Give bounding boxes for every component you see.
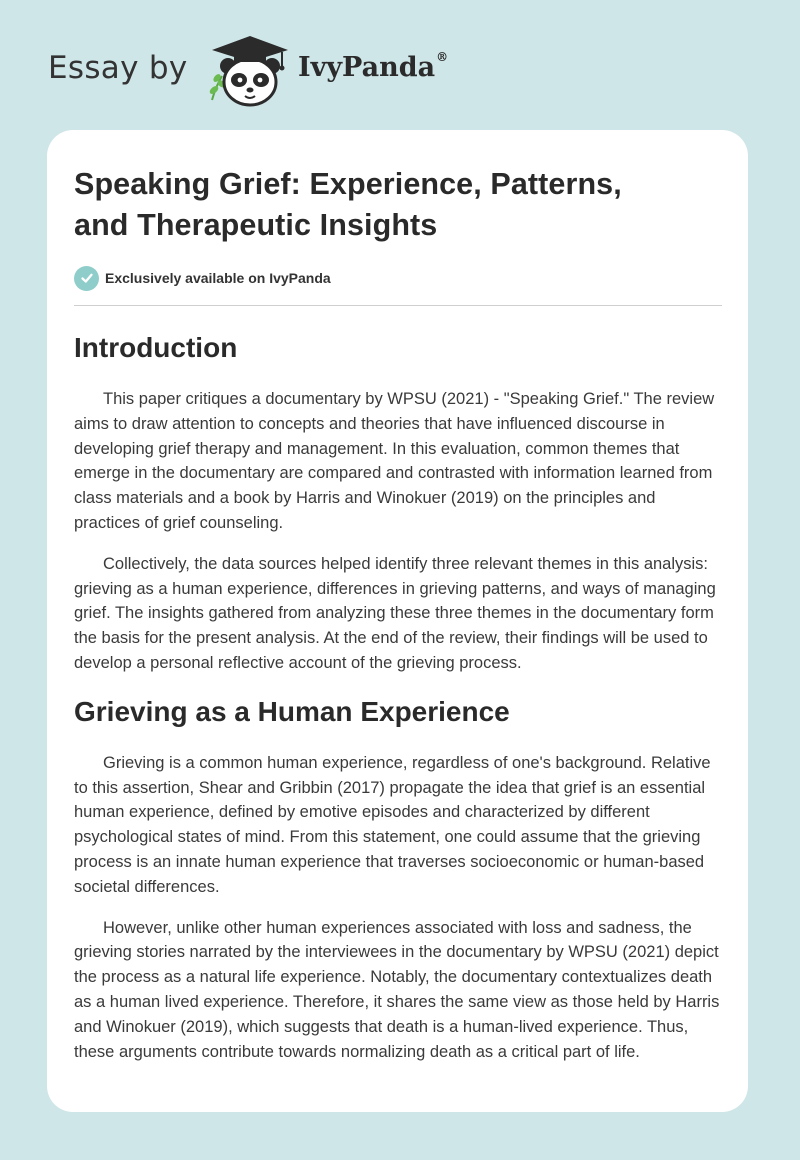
section-heading-grieving: Grieving as a Human Experience <box>74 695 510 727</box>
section-heading-introduction: Introduction <box>74 332 238 363</box>
brand-prefix: Essay by <box>48 50 188 86</box>
article-card <box>47 130 748 1112</box>
paragraph: Collectively, the data sources helped identify three relevant themes in this analysis: grieving as a human experience, differences in grieving patterns, and ways of managing grief. The insights gathered from analyzing these three themes in the documentary form the basis for the present analysis. At the end of the review, their findings will be used to develop a personal reflective account of the grieving process. <box>74 554 716 672</box>
paragraph: Grieving is a common human experience, regardless of one's background. Relative to this assertion, Shear and Gribbin (2017) propagate the idea that grief is an essential human experience, defined by emotive episodes and characterized by different psychological states of mind. From this statement, one could assume that the grieving process is an innate human experience that traverses socioeconomic or human-based societal differences. <box>74 753 711 896</box>
exclusive-badge <box>74 265 722 291</box>
badge-label: Exclusively available on IvyPanda <box>105 270 331 286</box>
check-circle-icon <box>74 266 99 291</box>
article-title: Speaking Grief: Experience, Patterns, and Therapeutic Insights <box>74 167 622 242</box>
paragraph: However, unlike other human experiences associated with loss and sadness, the grieving stories narrated by the interviewees in the documentary by WPSU (2021) depict the process as a natural life experience. Notably, the documentary contextualizes death as a human lived experience. Therefore, it shares the same view as those held by Harris and Winokuer (2019), which suggests that death is a human-lived experience. Thus, these arguments contribute towards normalizing death as a critical part of life. <box>74 918 720 1061</box>
paragraph: This paper critiques a documentary by WPSU (2021) - "Speaking Grief." The review aims to draw attention to concepts and theories that have influenced discourse in developing grief therapy and management. In this evaluation, common themes that emerge in the documentary are compared and contrasted with information learned from class materials and a book by Harris and Winokuer (2019) on the principles and practices of grief counseling. <box>74 390 715 532</box>
brand-name: IvyPanda® <box>298 50 449 83</box>
brand-logo[interactable] <box>48 30 508 110</box>
panda-logo-icon <box>200 30 300 110</box>
divider <box>74 305 722 306</box>
